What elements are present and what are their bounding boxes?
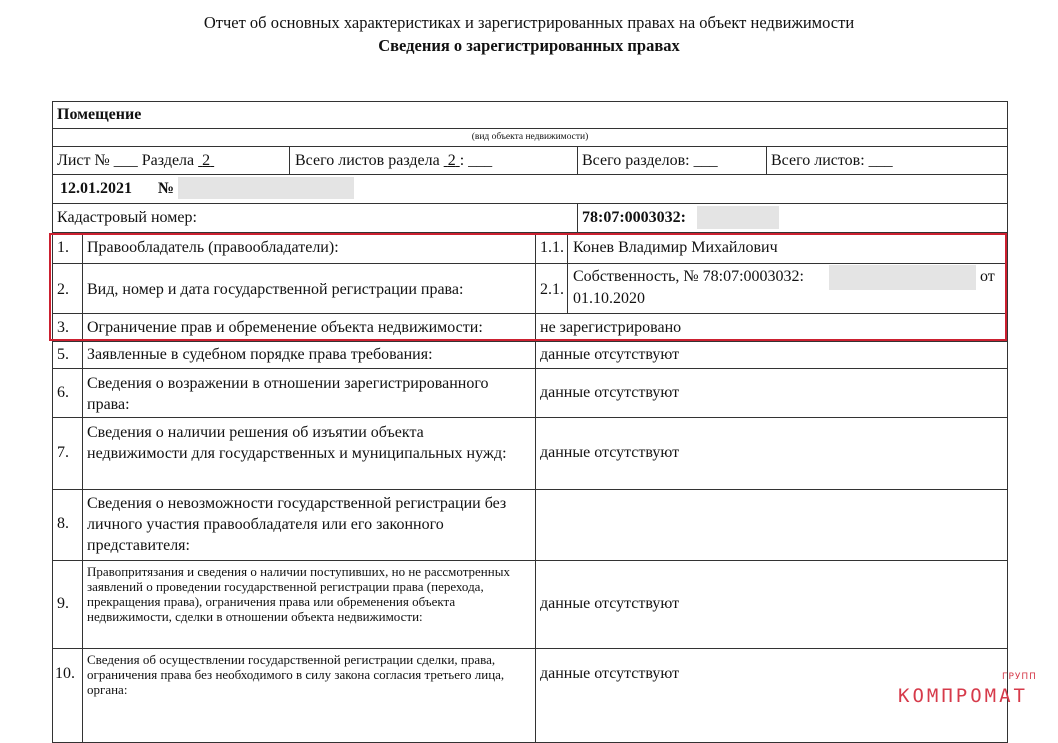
- row-value: данные отсутствуют: [540, 444, 680, 461]
- row-label: Заявленные в судебном порядке права требования:: [87, 346, 433, 363]
- row-number: 7.: [57, 444, 69, 461]
- row-number: 1.: [57, 239, 69, 256]
- row-value: данные отсутствуют: [540, 665, 680, 682]
- object-type-caption: (вид объекта недвижимости): [471, 132, 589, 142]
- sheet-info-cell: [57, 151, 214, 170]
- row-subnumber: 2.1.: [540, 281, 564, 298]
- row-value: данные отсутствуют: [540, 595, 680, 612]
- table-divider: [52, 560, 1008, 561]
- cadastral-number: 78:07:0003032:: [582, 209, 686, 226]
- section-number: 2: [202, 152, 211, 169]
- owner-name: Конев Владимир Михайлович: [573, 239, 778, 256]
- row-label: Сведения о наличии решения об изъятии объекта недвижимости для государственных и муниципальных нужд:: [87, 424, 507, 462]
- row-value: не зарегистрировано: [540, 319, 682, 336]
- table-divider: [52, 128, 1008, 129]
- table-divider: [289, 146, 290, 174]
- row-label: Правопритязания и сведения о наличии поступивших, но не рассмотренных заявлений о проведении государственной регистрации права (перехода, прекращения права), ограничения права или обременения объекта недвижимости, сделки в отношении объекта недвижимости:: [87, 564, 510, 624]
- table-divider: [52, 648, 1008, 649]
- watermark-small-text: ГРУПП: [1002, 672, 1037, 682]
- row-number: 6.: [57, 384, 69, 401]
- total-sections: Всего разделов: ___: [582, 152, 718, 169]
- section-label: Раздела: [141, 152, 195, 169]
- row-label: Правообладатель (правообладатели):: [87, 239, 339, 256]
- table-divider: [52, 341, 1008, 342]
- table-divider: [52, 368, 1008, 369]
- row-label: Вид, номер и дата государственной регистрации права:: [87, 281, 464, 298]
- registration-number: Собственность, № 78:07:0003032:: [573, 268, 804, 285]
- object-type: Помещение: [57, 106, 142, 123]
- redaction-box: [697, 206, 779, 229]
- table-divider: [577, 203, 578, 232]
- row-number: 10.: [55, 665, 75, 682]
- sheet-number-label: Лист № ___: [57, 152, 138, 169]
- highlight-frame: [49, 233, 1007, 341]
- section-sheets-label: Всего листов раздела: [295, 152, 440, 169]
- redaction-box: [178, 177, 354, 199]
- section-sheets-cell: [295, 151, 492, 170]
- table-divider: [577, 146, 578, 174]
- cadastral-label: Кадастровый номер:: [57, 209, 197, 226]
- row-label: Сведения о возражении в отношении зарегистрированного права:: [87, 375, 489, 413]
- report-number-label: №: [158, 180, 175, 197]
- row-label: Сведения о невозможности государственной регистрации без личного участия правообладателя или его законного представителя:: [87, 495, 507, 554]
- row-number: 3.: [57, 319, 69, 336]
- watermark-logo: КОМПРОМАТ: [898, 685, 1028, 707]
- section-sheets-suffix: : ___: [459, 152, 493, 169]
- table-divider: [52, 146, 1008, 147]
- total-sheets: Всего листов: ___: [771, 152, 893, 169]
- row-number: 8.: [57, 515, 69, 532]
- report-subtitle: Сведения о зарегистрированных правах: [378, 36, 680, 55]
- row-value: данные отсутствуют: [540, 346, 680, 363]
- registration-date: 01.10.2020: [573, 290, 645, 307]
- report-title: Отчет об основных характеристиках и зарегистрированных правах на объект недвижимости: [203, 13, 855, 32]
- section-sheets-value: 2: [447, 152, 456, 169]
- registration-from-label: от: [980, 268, 995, 285]
- row-number: 5.: [57, 346, 69, 363]
- row-label: Ограничение прав и обременение объекта недвижимости:: [87, 319, 483, 336]
- row-number: 2.: [57, 281, 69, 298]
- table-divider: [52, 174, 1008, 175]
- row-number: 9.: [57, 595, 69, 612]
- table-divider: [52, 417, 1008, 418]
- row-label: Сведения об осуществлении государственной регистрации сделки, права, ограничения права без необходимого в силу закона согласия третьего лица, органа:: [87, 652, 505, 697]
- table-divider: [52, 203, 1008, 204]
- row-subnumber: 1.1.: [540, 239, 564, 256]
- table-divider: [766, 146, 767, 174]
- table-divider: [52, 489, 1008, 490]
- row-value: данные отсутствуют: [540, 384, 680, 401]
- report-date: 12.01.2021: [60, 180, 132, 197]
